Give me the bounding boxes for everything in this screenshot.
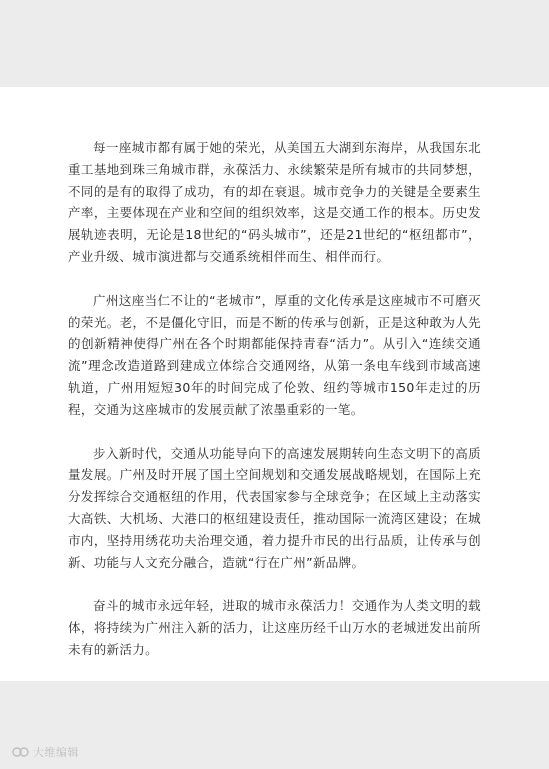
top-margin-band: [0, 0, 549, 87]
article-body: [68, 137, 481, 683]
watermark: [12, 744, 79, 760]
paragraph-1: 每一座城市都有属于她的荣光，从美国五大湖到东海岸，从我国东北重工基地到珠三角城市群，永葆活力、永续繁荣是所有城市的共同梦想，不同的是有的取得了成功，有的却在衰退。城市竞争力的关键是全要素生产率，主要体现在产业和空间的组织效率，这是交通工作的根本。历史发展轨迹表明，无论是18世纪的“码头城市”，还是21世纪的“枢纽都市”，产业升级、城市演进都与交通系统相伴而生、相伴而行。: [68, 140, 481, 264]
paragraph-3: 步入新时代，交通从功能导向下的高速发展期转向生态文明下的高质量发展。广州及时开展了国土空间规划和交通发展战略规划，在国际上充分发挥综合交通枢纽的作用，代表国家参与全球竞争；在区域上主动落实大高铁、大机场、大港口的枢纽建设责任，推动国际一流湾区建设；在城市内，坚持用绣花功夫治理交通，着力提升市民的出行品质，让传承与创新、功能与人文充分融合，造就“行在广州”新品牌。: [68, 445, 481, 570]
bottom-margin-band: [0, 681, 549, 769]
watermark-logo-icon: [12, 745, 30, 759]
paragraph-2: 广州这座当仁不让的“老城市”，厚重的文化传承是这座城市不可磨灭的荣光。老，不是僵化守旧，而是不断的传承与创新，正是这种敢为人先的创新精神使得广州在各个时期都能保持青春“活力”。从引入“连续交通流”理念改造道路到建成立体综合交通网络，从第一条电车线到市域高速轨道，广州用短短30年的时间完成了伦敦、纽约等城市150年走过的历程，交通为这座城市的发展贡献了浓墨重彩的一笔。: [68, 292, 481, 417]
watermark-text: 大维编辑: [33, 746, 79, 759]
paragraph-4: 奋斗的城市永远年轻，进取的城市永葆活力！交通作为人类文明的载体，将持续为广州注入新的活力，让这座历经千山万水的老城迸发出前所未有的新活力。: [68, 598, 481, 657]
